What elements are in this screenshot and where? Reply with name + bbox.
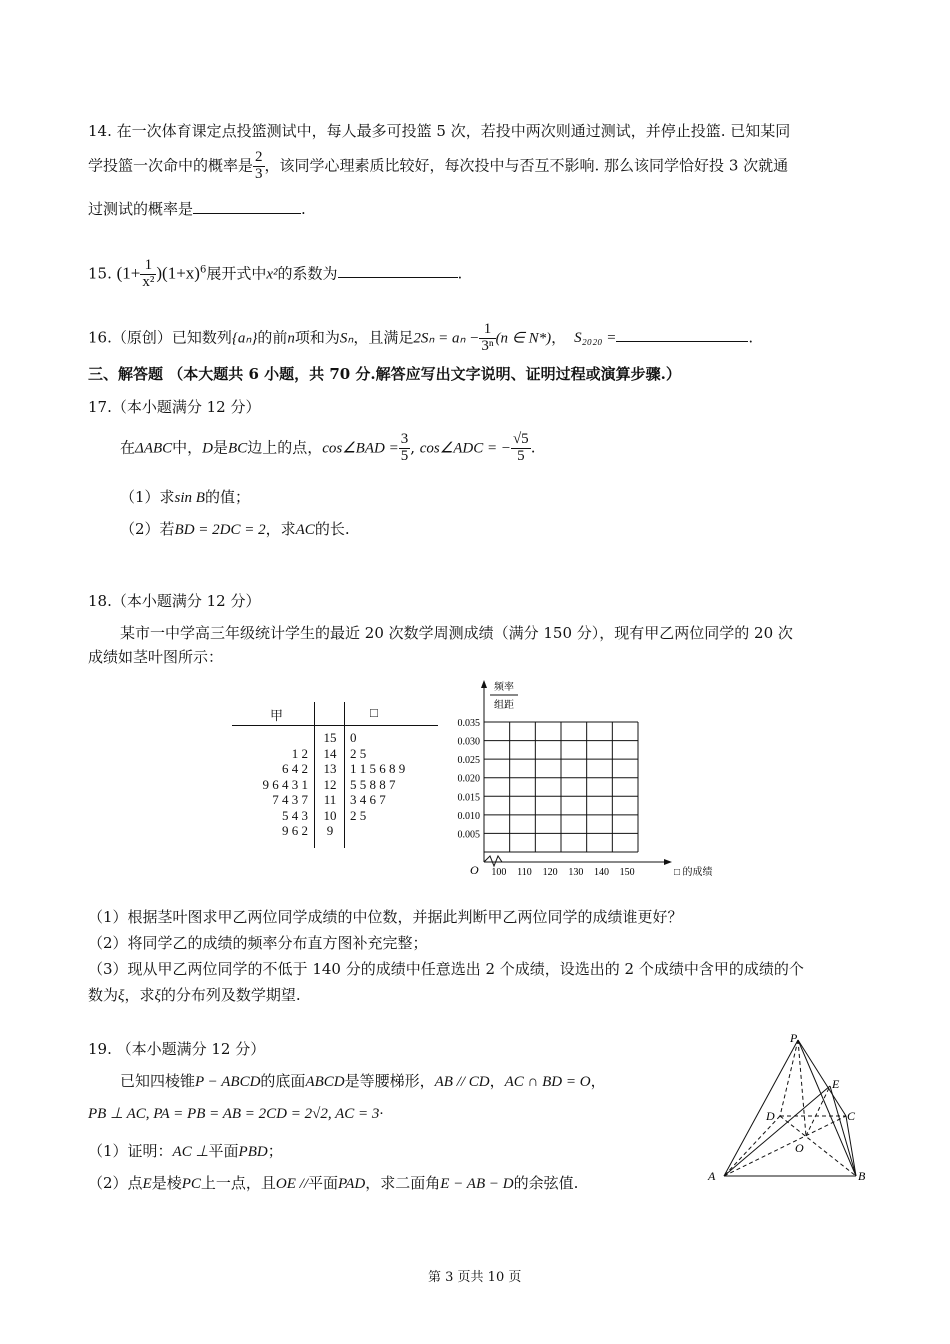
q15-text2: 的系数为 <box>277 264 338 283</box>
q18-stem2: 成绩如茎叶图所示： <box>88 648 224 666</box>
q16-frac-num: 1 <box>479 322 495 339</box>
label-B: B <box>858 1169 866 1183</box>
q18-part3a: （3）现从甲乙两位同学的不低于 140 分的成绩中任意选出 2 个成绩，设选出的 2 个成绩中含甲的成绩的个 <box>88 960 804 978</box>
y-axis-arrow <box>481 680 487 688</box>
q19-p2-a: （2）点 <box>88 1174 143 1192</box>
stem-leaf-stem: 12 <box>323 776 337 792</box>
q17-p2-e: 的长. <box>314 520 350 538</box>
line-OE <box>806 1086 830 1136</box>
y-tick-label: 0.025 <box>457 755 480 767</box>
q19-p2-h: PAD <box>338 1176 366 1192</box>
q19-p2-b: E <box>142 1176 152 1192</box>
x-tick-label: 120 <box>542 867 558 878</box>
x-tick-label: 140 <box>594 867 609 878</box>
q19-stem2 <box>88 1104 383 1123</box>
q19-p2-c: 是棱 <box>151 1174 182 1192</box>
q19-p2-d: PC <box>181 1176 201 1192</box>
q14-line2-post: ，该同学心理素质比较好，每次投中与否互不影响. 那么该同学恰好投 3 次就通 <box>264 156 789 175</box>
q17-p2-c: ，求 <box>265 520 296 538</box>
q17-cos2-num: √5 <box>512 431 529 447</box>
q19-s2: PB ⊥ AC, PA = PB = AB = 2CD = 2√2, AC = 3· <box>88 1106 384 1122</box>
q15-expr-b: )(1+x) <box>156 263 200 283</box>
y-tick-label: 0.030 <box>457 736 480 748</box>
stem-leaf-stem: 13 <box>323 761 337 776</box>
frequency-histogram <box>440 676 720 882</box>
stem-leaf-right-leaves: 1 1 5 6 8 9 <box>350 761 406 776</box>
y-label-top: 频率 <box>494 682 514 693</box>
q19-p1-b: AC ⊥ <box>172 1144 209 1160</box>
q19-s1-f: AB // CD <box>434 1074 490 1090</box>
q14-line3 <box>88 198 306 219</box>
section-3-heading: 三、解答题 （本大题共 6 小题，共 70 分.解答应写出文字说明、证明过程或演算步骤.） <box>88 365 681 383</box>
q17-cos2-den: 5 <box>517 447 525 464</box>
diag-AC <box>724 1116 846 1176</box>
stem-leaf-right-leaves: 0 <box>350 730 357 745</box>
x-axis-arrow <box>664 859 672 865</box>
q17-p2-a: （2）若 <box>120 520 175 538</box>
q16-mid3: ，且满足 <box>353 328 414 347</box>
q19-p1-c: 平面 <box>208 1142 239 1160</box>
q17-head: 17.（本小题满分 12 分） <box>88 398 261 416</box>
q18-part2: （2）将同学乙的成绩的频率分布直方图补充完整； <box>88 934 428 952</box>
q19-p1-d: PBD <box>238 1144 268 1160</box>
stem-leaf-stem: 15 <box>323 730 337 745</box>
stem-leaf-right-leaves: 2 5 <box>350 745 367 761</box>
label-A: A <box>708 1169 716 1183</box>
stem-leaf-left-rule <box>314 702 315 848</box>
q19-s1-d: ABCD <box>305 1074 345 1090</box>
q15-text: 展开式中 <box>206 264 267 283</box>
q17-p1-a: （1）求 <box>120 488 175 506</box>
q15-frac-den: x² <box>142 273 155 290</box>
q16-frac-den: 3ⁿ <box>481 337 494 354</box>
q17-stem-b: 中， <box>172 438 203 457</box>
q17-p1-b: sin B <box>174 490 205 506</box>
q17-D: D <box>202 440 214 457</box>
q16-eq-a: 2Sₙ = aₙ − <box>413 330 480 347</box>
q17-p1-c: 的值； <box>204 488 250 506</box>
x-tick-label: 100 <box>491 867 507 878</box>
edge-PB <box>798 1040 856 1176</box>
q18-stem1: 某市一中学高三年级统计学生的最近 20 次数学周测成绩（满分 150 分），现有甲乙两位同学的 20 次 <box>120 624 793 642</box>
q14-end: . <box>301 200 306 218</box>
q14-prob-fraction <box>253 150 265 183</box>
origin-label: O <box>470 863 479 877</box>
q18-xi: ξ <box>118 988 125 1004</box>
q17-cos1-den: 5 <box>400 447 409 464</box>
q17-BC: BC <box>228 440 248 457</box>
y-label-bottom: 组距 <box>494 700 514 711</box>
stem-leaf-header-rule <box>232 725 438 726</box>
label-E: E <box>832 1077 840 1091</box>
stem-leaf-right-leaves: 5 5 8 8 7 <box>350 776 396 792</box>
q16-mid1: 的前 <box>257 328 288 347</box>
x-tick-label: 130 <box>568 867 584 878</box>
q19-p2-k: 的余弦值. <box>513 1174 579 1192</box>
q16-n: n <box>287 330 295 347</box>
q14-line2 <box>88 150 788 183</box>
x-tick-label: 150 <box>619 867 635 878</box>
diag-BD <box>780 1116 856 1176</box>
stem-leaf-stem: 9 <box>326 823 334 838</box>
q14-prob-num: 2 <box>255 149 263 165</box>
q19-p2-g: 平面 <box>308 1174 339 1192</box>
q19-stem1 <box>120 1070 606 1091</box>
x-axis-label: □ 的成绩 <box>674 867 713 878</box>
q17-cos1-num: 3 <box>400 431 409 447</box>
q19-p2-f: OE // <box>275 1176 309 1192</box>
q19-p2-j: E − AB − D <box>440 1176 514 1192</box>
stem-leaf-right-leaves: 3 4 6 7 <box>350 792 386 807</box>
q19-s1-i: ， <box>590 1072 606 1090</box>
label-O: O <box>795 1141 804 1155</box>
q16-mid2: 项和为 <box>294 328 340 347</box>
y-tick-label: 0.005 <box>457 829 480 841</box>
stem-leaf-right-rule <box>344 702 345 848</box>
q19-p1-e: ； <box>267 1142 283 1160</box>
q19-s1-g: ， <box>489 1072 505 1090</box>
x-tick-label: 110 <box>517 867 532 878</box>
q17-part1 <box>120 486 250 507</box>
stem-leaf-plot <box>232 702 438 848</box>
stem-leaf-stem: 10 <box>323 807 337 823</box>
q17-cos2: cos∠ADC = − <box>419 440 511 457</box>
q14-prob-den: 3 <box>255 165 263 182</box>
stem-leaf-left-leaves: 5 4 3 <box>282 807 308 823</box>
q18-p3b-a: 数为 <box>88 986 119 1004</box>
q16-eq-b: (n ∈ N*) <box>495 330 552 347</box>
q15-fraction <box>140 258 156 291</box>
axis-break-mark <box>484 856 506 866</box>
q19-p2-i: ，求二面角 <box>365 1174 441 1192</box>
q19-part1 <box>88 1140 283 1161</box>
q15-end: . <box>457 264 463 283</box>
line-PO <box>798 1040 806 1136</box>
label-D: D <box>766 1109 775 1123</box>
q19-s1-h: AC ∩ BD = O <box>504 1074 591 1090</box>
q15-term: x² <box>266 266 278 283</box>
q17-stem <box>120 432 535 465</box>
stem-leaf-left-leaves: 7 4 3 7 <box>272 792 308 807</box>
q18-head: 18.（本小题满分 12 分） <box>88 592 261 610</box>
q18-part3b <box>88 984 301 1005</box>
q17-p2-b: BD = 2DC = 2 <box>174 522 266 538</box>
q18-p3b-c: 的分布列及数学期望. <box>160 986 301 1004</box>
stem-leaf-right-header: □ <box>370 705 378 720</box>
q17-stem-a: 在 <box>120 438 136 457</box>
stem-leaf-right-leaves: 2 5 <box>350 807 367 823</box>
q14-line1: 14. 在一次体育课定点投篮测试中，每人最多可投篮 5 次，若投中两次则通过测试，并停止投篮. 已知某同 <box>88 122 791 140</box>
q19-p1-a: （1）证明： <box>88 1142 173 1160</box>
q16-seq: {aₙ} <box>231 330 258 347</box>
q16-pre: 16.（原创）已知数列 <box>88 328 232 347</box>
q16-end: . <box>748 328 754 347</box>
q16-s2020: S₂₀₂₀ = <box>574 330 617 347</box>
q16-line <box>88 322 753 355</box>
q17-triangle: ΔABC <box>135 440 173 457</box>
stem-leaf-left-header: 甲 <box>270 708 284 723</box>
pyramid-figure <box>706 1030 876 1190</box>
q16-mid4: ， <box>551 328 567 347</box>
q15-expr-a: (1+ <box>116 263 141 283</box>
q18-part1: （1）根据茎叶图求甲乙两位同学成绩的中位数，并据此判断甲乙两位同学的成绩谁更好？ <box>88 908 683 926</box>
line-AE <box>724 1086 830 1176</box>
q14-line2-pre: 学投篮一次命中的概率是 <box>88 156 254 175</box>
q15-frac-num: 1 <box>140 258 156 275</box>
y-tick-label: 0.035 <box>457 718 480 729</box>
q15-exponent: 6 <box>199 264 207 276</box>
edge-PA <box>724 1040 798 1176</box>
y-tick-label: 0.015 <box>457 792 480 804</box>
stem-leaf-left-leaves: 9 6 4 3 1 <box>262 776 308 792</box>
q17-stem-d: 边上的点， <box>247 438 323 457</box>
q17-cos1-fraction <box>399 432 411 465</box>
label-C: C <box>847 1109 856 1123</box>
q16-fraction <box>479 322 495 355</box>
y-tick-label: 0.020 <box>457 773 480 785</box>
stem-leaf-left-leaves: 9 6 2 <box>282 823 308 838</box>
q15-answer-blank[interactable] <box>338 263 458 278</box>
q17-stem-c: 是 <box>213 438 229 457</box>
q14-answer-blank[interactable] <box>193 199 301 214</box>
q18-p3b-b: ，求 <box>124 986 155 1004</box>
q19-p2-e: 上一点，且 <box>200 1174 276 1192</box>
page-footer: 第 3 页共 10 页 <box>428 1270 522 1285</box>
stem-leaf-stem: 14 <box>323 745 337 761</box>
q19-part2 <box>88 1172 578 1193</box>
q17-p2-d: AC <box>295 522 315 538</box>
stem-leaf-stem: 11 <box>323 792 337 807</box>
q18-xi-2: ξ <box>154 988 161 1004</box>
q15-line <box>88 258 462 291</box>
y-tick-label: 0.010 <box>457 810 480 822</box>
q17-part2 <box>120 518 350 539</box>
q14-line3-text: 过测试的概率是 <box>88 200 194 218</box>
q17-comma: , <box>410 438 415 457</box>
edge-PD <box>780 1040 798 1116</box>
q17-cos2-fraction <box>511 432 531 465</box>
label-P: P <box>790 1031 798 1045</box>
q17-dot: . <box>530 438 536 457</box>
q16-answer-blank[interactable] <box>616 327 748 342</box>
q16-sn: Sₙ <box>339 330 354 347</box>
q15-number: 15. <box>88 264 112 283</box>
q19-s1-c: 的底面 <box>260 1072 306 1090</box>
q19-s1-e: 是等腰梯形， <box>344 1072 435 1090</box>
line-EB <box>830 1086 856 1176</box>
stem-leaf-left-leaves: 6 4 2 <box>282 761 308 776</box>
stem-leaf-left-leaves: 1 2 <box>291 745 308 761</box>
q19-s1-b: P − ABCD <box>195 1074 261 1090</box>
q17-cos1: cos∠BAD = <box>322 440 399 457</box>
q19-s1-a: 已知四棱锥 <box>120 1072 196 1090</box>
q19-head: 19. （本小题满分 12 分） <box>88 1040 266 1058</box>
